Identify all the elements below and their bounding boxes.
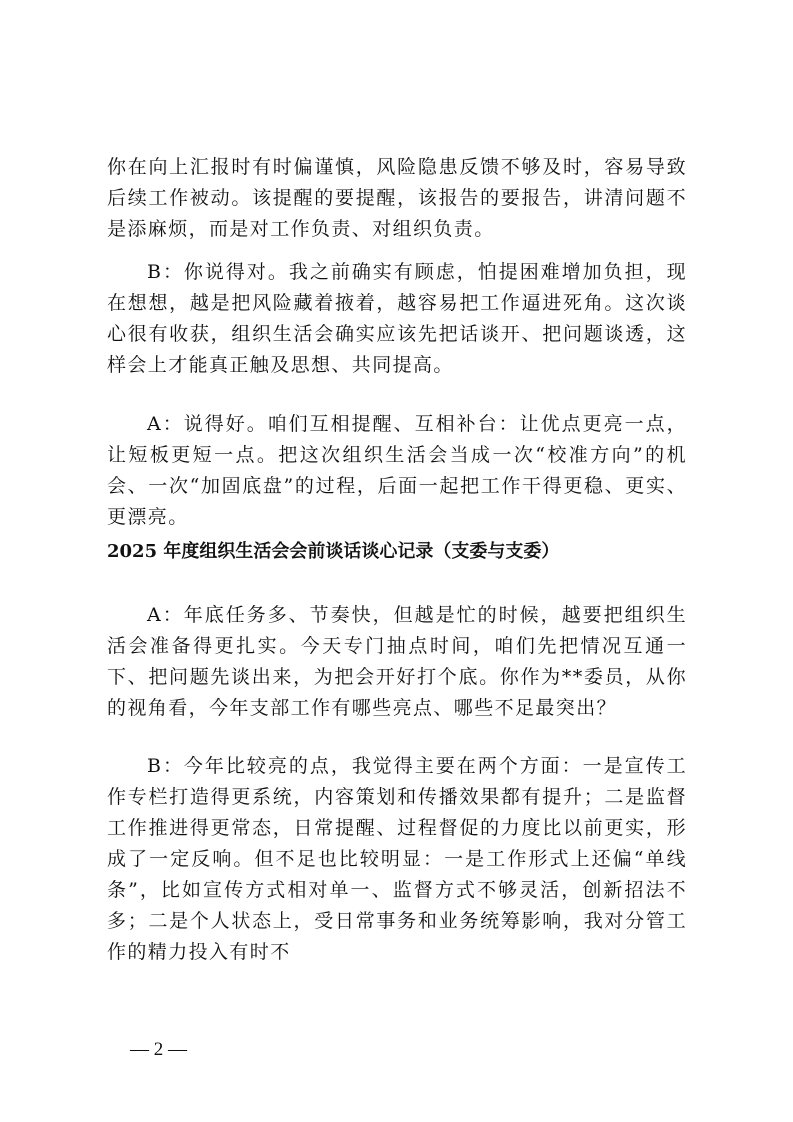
body-paragraph-a-reply: A：说得好。咱们互相提醒、互相补台：让优点更亮一点，让短板更短一点。把这次组织生活会当成一次“校准方向”的机会、一次“加固底盘”的过程，后面一起把工作干得更稳、更实、更漂亮。	[107, 413, 687, 528]
body-paragraph-continuation: 你在向上汇报时有时偏谨慎，风险隐患反馈不够及时，容易导致后续工作被动。该提醒的要提醒，该报告的要报告，讲清问题不是添麻烦，而是对工作负责、对组织负责。	[107, 156, 687, 240]
body-paragraph-b-answer: B：今年比较亮的点，我觉得主要在两个方面：一是宣传工作专栏打造得更系统，内容策划和传播效果都有提升；二是监督工作推进得更常态，日常提醒、过程督促的力度比以前更实，形成了一定反响。但不足也比较明显：一是工作形式上还偏“单线条”，比如宣传方式相对单一、监督方式不够灵活，创新招法不多；二是个人状态上，受日常事务和业务统筹影响，我对分管工作的精力投入有时不	[107, 755, 687, 963]
body-paragraph-b-reply: B：你说得对。我之前确实有顾虑，怕提困难增加负担，现在想想，越是把风险藏着掖着，越容易把工作逼进死角。这次谈心很有收获，组织生活会确实应该先把话谈开、把问题谈透，这样会上才能真正触及思想、共同提高。	[107, 261, 687, 376]
section-heading: 2025 年度组织生活会会前谈话谈心记录（支委与支委）	[107, 541, 560, 562]
page-number: — 2 —	[130, 1039, 187, 1060]
body-paragraph-a-question: A：年底任务多、节奏快，但越是忙的时候，越要把组织生活会准备得更扎实。今天专门抽点时间，咱们先把情况互通一下、把问题先谈出来，为把会开好打个底。你作为**委员，从你的视角看，今年支部工作有哪些亮点、哪些不足最突出？	[107, 604, 687, 719]
